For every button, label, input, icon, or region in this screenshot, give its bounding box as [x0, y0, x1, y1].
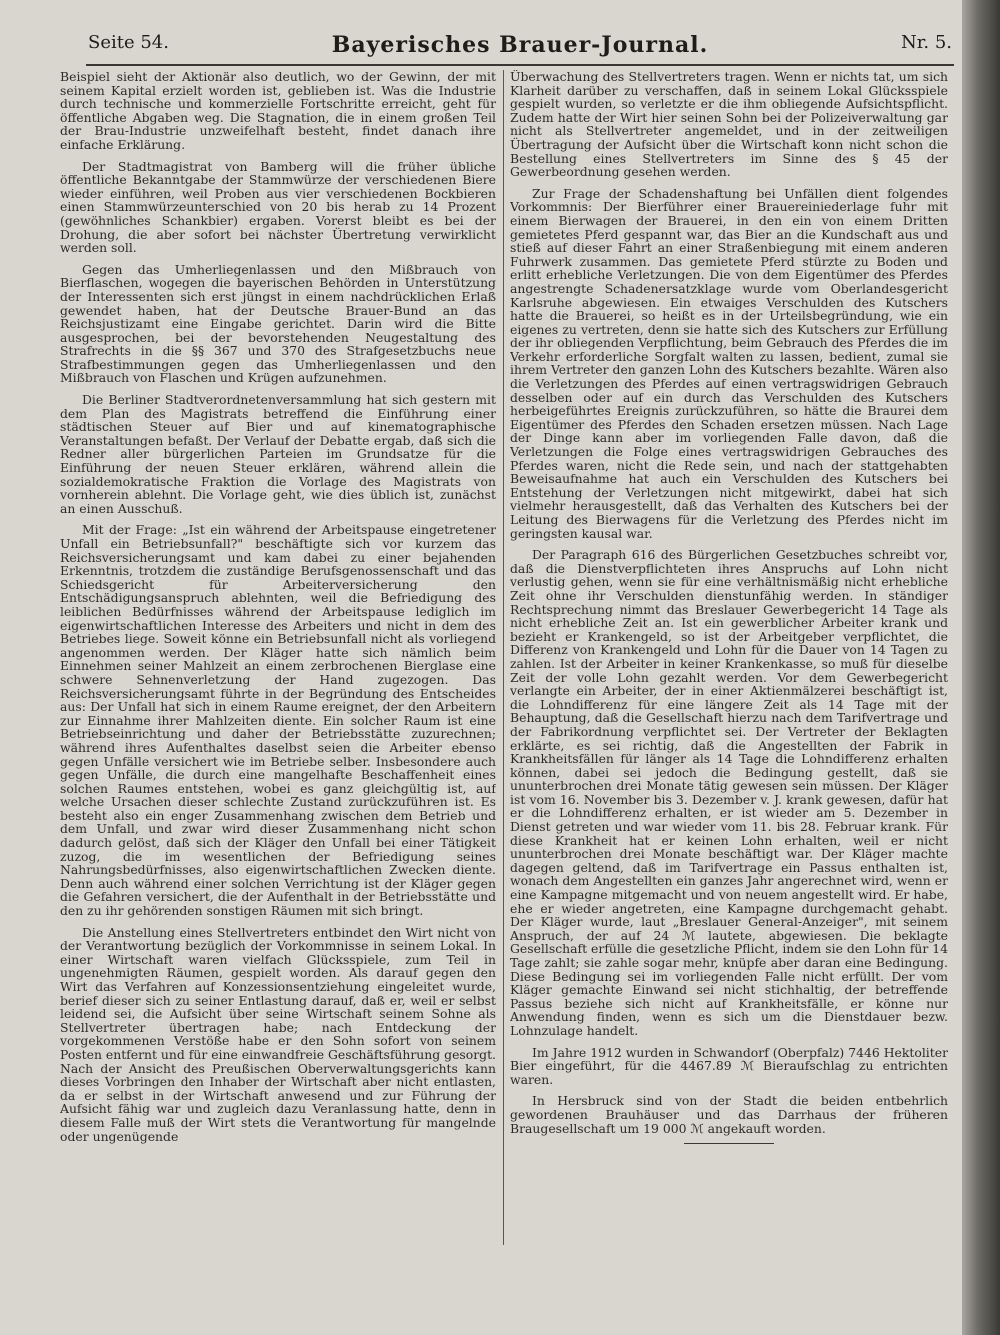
article-paragraph: Im Jahre 1912 wurden in Schwandorf (Oberpfalz) 7446 Hektoliter Bier eingeführt, für die 4467.89 ℳ Bieraufschlag zu entrichten waren.	[510, 1044, 948, 1087]
article-paragraph: In Hersbruck sind von der Stadt die beiden entbehrlich gewordenen Brauhäuser und das Darrhaus der früheren Braugesellschaft um 19 000 ℳ angekauft worden.	[510, 1093, 948, 1136]
article-paragraph: Die Anstellung eines Stellvertreters entbindet den Wirt nicht von der Verantwortung bezüglich der Vorkommnisse in seinem Lokal. In einer Wirtschaft waren vielfach Glücksspiele, zum Teil in ungenehmigten Räumen, gespielt worden. Als darauf gegen den Wirt das Verfahren auf Konzessionsentziehung eingeleitet wurde, berief dieser sich zu seiner Entlastung darauf, daß er, weil er selbst leidend sei, die Aufsicht über seine Wirtschaft seinem Sohne als Stellvertreter übertragen habe; nach Entdeckung der vorgekommenen Verstöße habe er den Sohn sofort von seinem Posten entfernt und für eine einwandfreie Geschäftsführung gesorgt. Nach der Ansicht des Preußischen Oberverwaltungsgerichts kann dieses Vorbringen den Inhaber der Wirtschaft aber nicht entlasten, da er selbst in der Wirtschaft anwesend und zur Führung der Aufsicht fähig war und zugleich dazu Veranlassung hatte, denn in diesem Falle muß der Wirt stets die Verantwortung für mangelnde oder ungenügende	[60, 924, 496, 1144]
article-paragraph: Mit der Frage: „Ist ein während der Arbeitspause eingetretener Unfall ein Betriebsunfall?" beschäftigte sich vor kurzem das Reichsversicherungsamt und kam dabei zu einer bejahenden Erkenntnis, trotzdem die zuständige Berufsgenossenschaft und das Schiedsgericht für Arbeiterversicherung den Entschädigungsanspruch ablehnten, weil die Befriedigung des leiblichen Bedürfnisses während der Arbeitspause lediglich im eigenwirtschaftlichen Interesse des Arbeiters und nicht in dem des Betriebes liege. Soweit könne ein Betriebsunfall nicht als vorliegend angenommen werden. Der Kläger hatte sich nämlich beim Einnehmen seiner Mahlzeit an einem zerbrochenen Bierglase eine schwere Sehnenverletzung der Hand zugezogen. Das Reichsversicherungsamt führte in der Begründung des Entscheides aus: Der Unfall hat sich in einem Raume ereignet, der den Arbeitern zur Einnahme ihrer Mahlzeiten diente. Ein solcher Raum ist eine Betriebseinrichtung und daher der Betriebsstätte zuzurechnen; während ihres Aufenthaltes daselbst seien die Arbeiter ebenso gegen Unfälle versichert wie im Betriebe selber. Insbesondere auch gegen Unfälle, die durch eine mangelhafte Beschaffenheit eines solchen Raumes entstehen, wobei es ganz gleichgültig ist, auf welche Ursachen dieser schlechte Zustand zurückzuführen ist. Es besteht also ein enger Zusammenhang zwischen dem Betrieb und dem Unfall, und zwar wird dieser Zusammenhang nicht schon dadurch gelöst, daß sich der Kläger den Unfall bei einer Tätigkeit zuzog, die im wesentlichen der Befriedigung seines Nahrungsbedürfnisses, also eigenwirtschaftlichen Zwecken diente. Denn auch während einer solchen Verrichtung ist der Kläger gegen die Gefahren versichert, die der Aufenthalt in der Betriebsstätte und den zu ihr gehörenden sonstigen Räumen mit sich bringt.	[60, 522, 496, 919]
right-column	[510, 70, 948, 1250]
issue-number: Nr. 5.	[901, 32, 952, 53]
page-header	[86, 30, 954, 66]
article-paragraph: Die Berliner Stadtverordnetenversammlung hat sich gestern mit dem Plan des Magistrats betreffend die Einführung einer städtischen Steuer auf Bier und auf kinematographische Veranstaltungen befaßt. Der Verlauf der Debatte ergab, daß sich die Redner aller bürgerlichen Parteien im Grundsatze für die Einführung der neuen Steuer erklären, während allein die sozialdemokratische Fraktion die Vorlage des Magistrats von vornherein ablehnt. Die Vorlage geht, wie dies üblich ist, zunächst an einen Ausschuß.	[60, 392, 496, 516]
article-paragraph: Der Paragraph 616 des Bürgerlichen Gesetzbuches schreibt vor, daß die Dienstverpflichteten ihres Anspruchs auf Lohn nicht verlustig gehen, wenn sie für eine verhältnismäßig nicht erhebliche Zeit ohne ihr Verschulden dienstunfähig werden. In ständiger Rechtsprechung nimmt das Breslauer Gewerbegericht 14 Tage als nicht erhebliche Zeit an. Ist ein gewerblicher Arbeiter krank und bezieht er Krankengeld, so ist der Arbeitgeber verpflichtet, die Differenz von Krankengeld und Lohn für die Dauer von 14 Tagen zu zahlen. Ist der Arbeiter in keiner Krankenkasse, so muß für dieselbe Zeit der volle Lohn gezahlt werden. Vor dem Gewerbegericht verlangte ein Arbeiter, der in einer Aktienmälzerei beschäftigt ist, die Lohndifferenz für eine längere Zeit als 14 Tage mit der Behauptung, daß die Gesellschaft hierzu nach dem Tarifvertrage und der Fabrikordnung verpflichtet sei. Der Vertreter der Beklagten erklärte, es sei richtig, daß die Angestellten der Fabrik in Krankheitsfällen für länger als 14 Tage die Lohndifferenz erhalten können, dabei sei jedoch die Bedingung gestellt, daß sie ununterbrochen drei Monate tätig gewesen sein müssen. Der Kläger ist vom 16. November bis 3. Dezember v. J. krank gewesen, dafür hat er die Lohndifferenz erhalten, er ist wieder am 5. Dezember in Dienst getreten und war wieder vom 11. bis 28. Februar krank. Für diese Krankheit hat er keinen Lohn erhalten, weil er nicht ununterbrochen drei Monate beschäftigt war. Der Kläger machte dagegen geltend, daß im Tarifvertrage ein Passus enthalten ist, wonach dem Angestellten ein ganzes Jahr angerechnet wird, wenn er eine Kampagne mitgemacht und von neuem angestellt wird. Er habe, ehe er wieder angetreten, eine Kampagne durchgemacht gehabt. Der Kläger wurde, laut „Breslauer General-Anzeiger", mit seinem Anspruch, der auf 24 ℳ lautete, abgewiesen. Die beklagte Gesellschaft erfülle die gesetzliche Pflicht, indem sie den Lohn für 14 Tage zahlt; sie zahle sogar mehr, knüpfe aber daran eine Bedingung. Diese Bedingung sei im vorliegenden Falle nicht erfüllt. Der vom Kläger gemachte Einwand sei nicht stichhaltig, der betreffende Passus beziehe sich nicht auf Krankheitsfälle, er könne nur Anwendung finden, wenn es sich um die Dienstdauer bezw. Lohnzulage handelt.	[510, 547, 948, 1038]
page-number: Seite 54.	[88, 32, 169, 53]
journal-title: Bayerisches Brauer-Journal.	[331, 32, 709, 58]
article-paragraph: Gegen das Umherliegenlassen und den Mißbrauch von Bierflaschen, wogegen die bayerischen Behörden in Unterstützung der Interessenten sich erst jüngst in einem nachdrücklichen Erlaß gewendet haben, hat der Deutsche Brauer-Bund an das Reichsjustizamt eine Eingabe gerichtet. Darin wird die Bitte ausgesprochen, bei der bevorstehenden Neugestaltung des Strafrechts in die §§ 367 und 370 des Strafgesetzbuchs neue Strafbestimmungen gegen das Umherliegenlassen und den Mißbrauch von Flaschen und Krügen aufzunehmen.	[60, 261, 496, 386]
article-paragraph: Beispiel sieht der Aktionär also deutlich, wo der Gewinn, der mit seinem Kapital erzielt worden ist, geblieben ist. Was die Industrie durch technische und kommerzielle Fortschritte erreicht, geht für öffentliche Abgaben weg. Die Stagnation, die in einem großen Teil der Brau-Industrie unzweifelhaft besteht, findet danach ihre einfache Erklärung.	[60, 70, 496, 152]
left-column	[60, 70, 496, 1250]
article-paragraph: Überwachung des Stellvertreters tragen. Wenn er nichts tat, um sich Klarheit darüber zu verschaffen, daß in seinem Lokal Glücksspiele gespielt wurden, so verletzte er die ihm obliegende Aufsichtspflicht. Zudem hatte der Wirt hier seinen Sohn bei der Polizeiverwaltung gar nicht als Stellvertreter angemeldet, und in der zeitweiligen Übertragung der Aufsicht über die Wirtschaft konn nicht schon die Bestellung eines Stellvertreters im Sinne des § 45 der Gewerbeordnung gesehen werden.	[510, 70, 948, 180]
article-paragraph: Der Stadtmagistrat von Bamberg will die früher übliche öffentliche Bekanntgabe der Stammwürze der verschiedenen Biere wieder einführen, weil Proben aus vier verschiedenen Bockbieren einen Stammwürzeunterschied von 20 bis herab zu 14 Prozent (gewöhnliches Schankbier) ergaben. Vorerst bleibt es bei der Drohung, die aber sofort bei nächster Übertretung verwirklicht werden soll.	[60, 158, 496, 256]
end-rule	[684, 1143, 774, 1144]
page-binding-edge	[962, 0, 1000, 1335]
column-divider	[503, 70, 504, 1245]
article-paragraph: Zur Frage der Schadenshaftung bei Unfällen dient folgendes Vorkommnis: Der Bierführer einer Brauereiniederlage fuhr mit einem Bierwagen der Brauerei, in den ein von einem Dritten gemietetes Pferd gespannt war, das Bier an die Kundschaft aus und stieß auf dieser Fahrt an einer Straßenbiegung mit einem anderen Fuhrwerk zusammen. Das gemietete Pferd stürzte zu Boden und erlitt erhebliche Verletzungen. Die von dem Eigentümer des Pferdes angestrengte Schadenersatzklage wurde vom Oberlandesgericht Karlsruhe abgewiesen. Ein etwaiges Verschulden des Kutschers hatte die Brauerei, so heißt es in der Urteilsbegründung, wie ein eigenes zu vertreten, denn sie hatte sich des Kutschers zur Erfüllung der ihr obliegenden Verpflichtung, beim Gebrauch des Pferdes die im Verkehr erforderliche Sorgfalt walten zu lassen, bedient, zumal sie ihrem Vertreter den ganzen Lohn des Kutschers bezahlte. Wären also die Verletzungen des Pferdes auf einen vertragswidrigen Gebrauch desselben oder auf ein durch das Verschulden des Kutschers herbeigeführtes Ereignis zurückzuführen, so hätte die Braurei dem Eigentümer des Pferdes den Schaden ersetzen müssen. Nach Lage der Dinge kann aber im vorliegenden Falle davon, daß die Verletzungen die Folge eines vertragswidrigen Gebrauches des Pferdes waren, nicht die Rede sein, und nach der stattgehabten Beweisaufnahme hat auch ein Verschulden des Kutschers bei Entstehung der Verletzungen nicht mitgewirkt, dabei hat sich vielmehr herausgestellt, daß das Verhalten des Kutschers bei der Leitung des Bierwagens für die Verletzung des Pferdes nicht im geringsten kausal war.	[510, 185, 948, 541]
